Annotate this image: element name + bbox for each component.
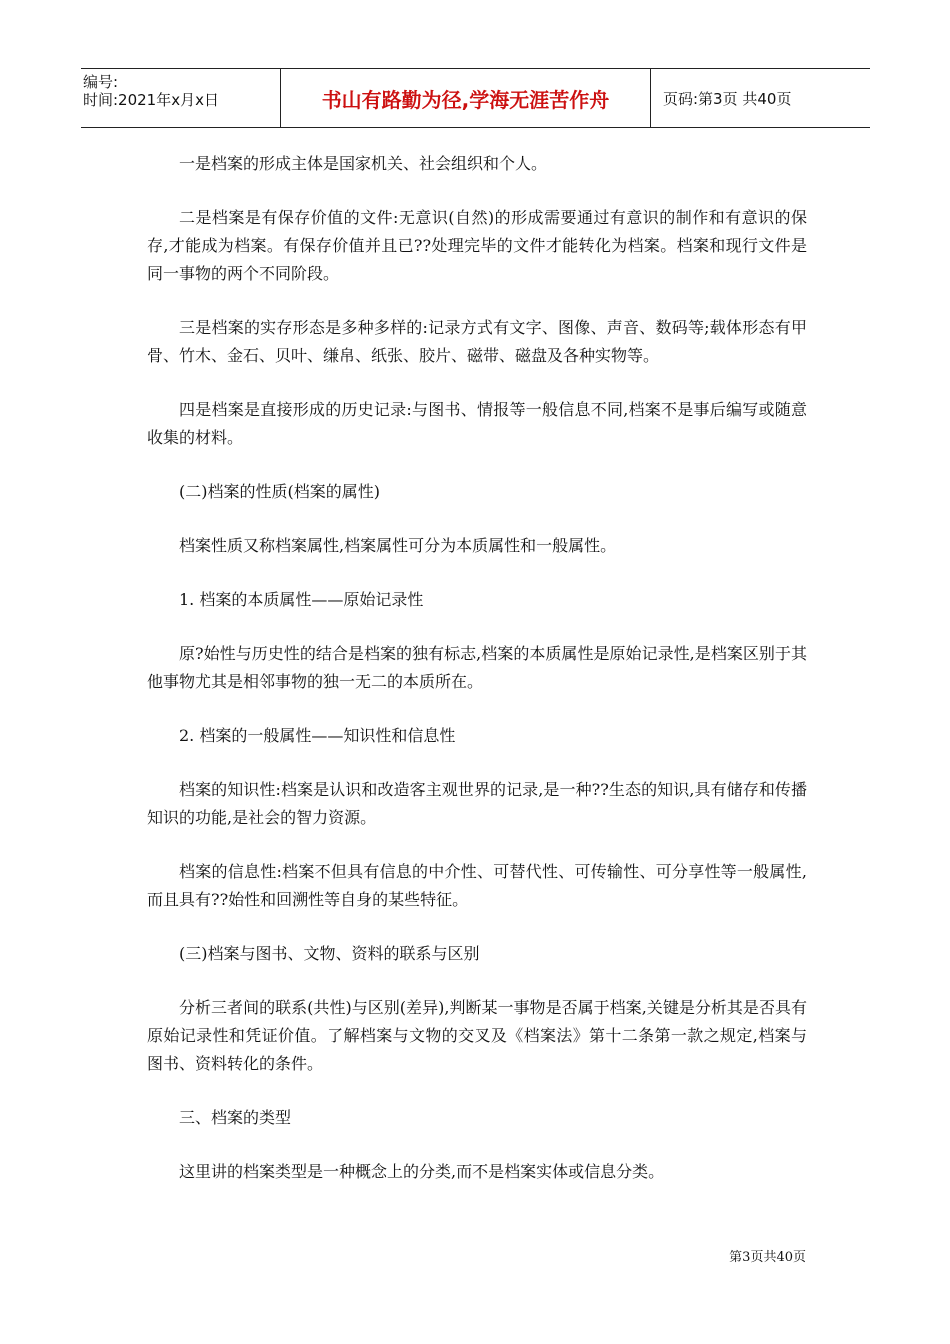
subsection-heading: 2. 档案的一般属性——知识性和信息性 — [179, 726, 456, 745]
section-heading: (二)档案的性质(档案的属性) — [179, 482, 380, 501]
header-meta — [81, 69, 281, 127]
subsection-heading: 1. 档案的本质属性——原始记录性 — [179, 590, 424, 609]
document-date-label: 时间:2021年x月x日 — [83, 91, 219, 109]
header-page-number: 页码:第3页 共40页 — [663, 89, 792, 108]
paragraph: 二是档案是有保存价值的文件:无意识(自然)的形成需要通过有意识的制作和有意识的保存,才能成为档案。有保存价值并且已??处理完毕的文件才能转化为档案。档案和现行文件是同一事物的两个不同阶段。 — [147, 208, 807, 283]
paragraph: 档案的信息性:档案不但具有信息的中介性、可替代性、可传输性、可分享性等一般属性,而且具有??始性和回溯性等自身的某些特征。 — [147, 862, 807, 909]
paragraph: 这里讲的档案类型是一种概念上的分类,而不是档案实体或信息分类。 — [179, 1162, 665, 1181]
chapter-heading: 三、档案的类型 — [179, 1108, 292, 1127]
paragraph: 一是档案的形成主体是国家机关、社会组织和个人。 — [179, 154, 548, 173]
section-heading: (三)档案与图书、文物、资料的联系与区别 — [179, 944, 480, 963]
page-header — [81, 68, 870, 128]
document-body — [147, 150, 807, 1212]
document-number-label: 编号: — [83, 73, 119, 91]
paragraph: 档案的知识性:档案是认识和改造客主观世界的记录,是一种??生态的知识,具有储存和传播知识的功能,是社会的智力资源。 — [147, 780, 807, 827]
page-footer-number: 第3页共40页 — [729, 1250, 806, 1265]
paragraph: 分析三者间的联系(共性)与区别(差异),判断某一事物是否属于档案,关键是分析其是否具有原始记录性和凭证价值。了解档案与文物的交叉及《档案法》第十二条第一款之规定,档案与图书、资料转化的条件。 — [147, 998, 807, 1073]
header-motto: 书山有路勤为径,学海无涯苦作舟 — [281, 69, 651, 127]
paragraph: 四是档案是直接形成的历史记录:与图书、情报等一般信息不同,档案不是事后编写或随意收集的材料。 — [147, 400, 807, 447]
paragraph: 原?始性与历史性的结合是档案的独有标志,档案的本质属性是原始记录性,是档案区别于其他事物尤其是相邻事物的独一无二的本质所在。 — [147, 644, 807, 691]
paragraph: 档案性质又称档案属性,档案属性可分为本质属性和一般属性。 — [179, 536, 617, 555]
paragraph: 三是档案的实存形态是多种多样的:记录方式有文字、图像、声音、数码等;载体形态有甲骨、竹木、金石、贝叶、缣帛、纸张、胶片、磁带、磁盘及各种实物等。 — [147, 318, 807, 365]
